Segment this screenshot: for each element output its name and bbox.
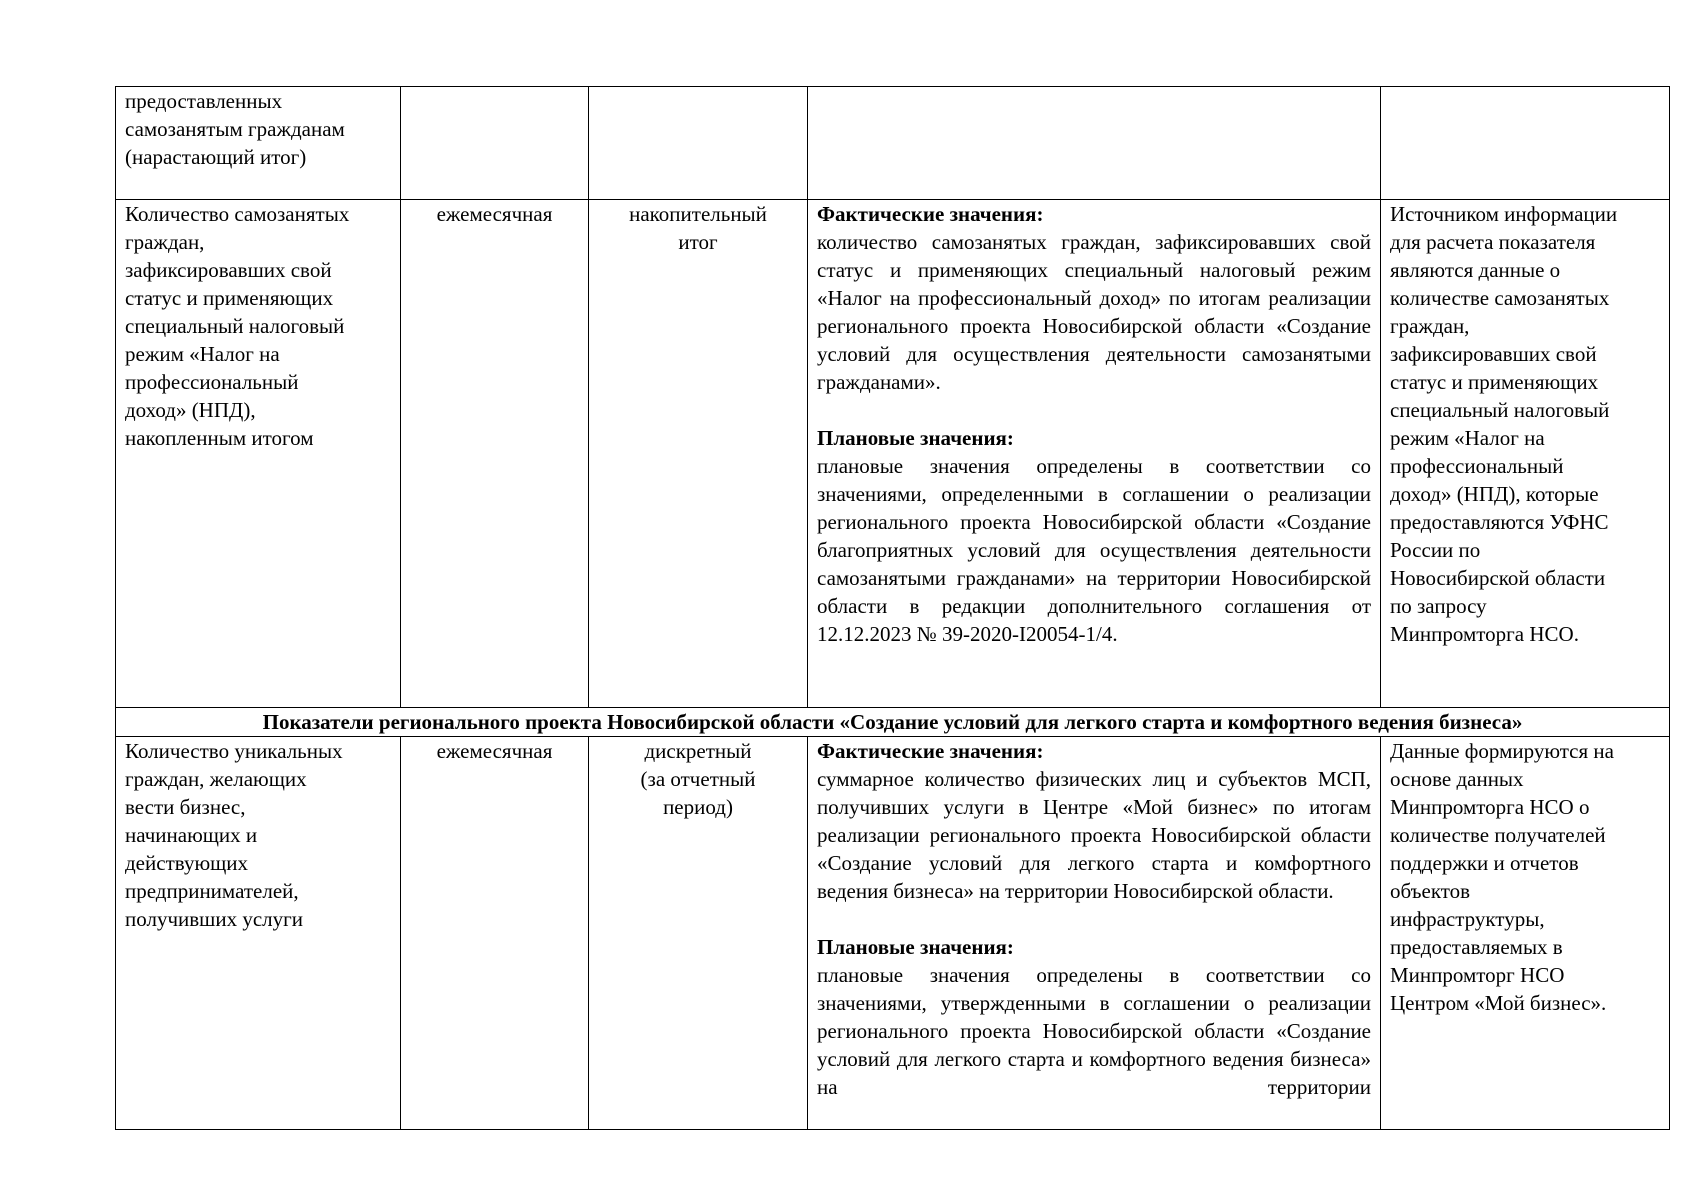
periodicity-text: ежемесячная [436, 739, 553, 763]
text-line: России по [1390, 538, 1481, 562]
text-line: граждан, [1390, 314, 1470, 338]
text-line: Центром «Мой бизнес». [1390, 991, 1607, 1015]
text-line: режим «Налог на [125, 342, 280, 366]
table-row [116, 87, 1670, 200]
text-line: Минпромторга НСО. [1390, 622, 1579, 646]
text-line: основе данных [1390, 767, 1524, 791]
text-line: действующих [125, 851, 249, 875]
text-line: являются данные о [1390, 258, 1561, 282]
indicators-table [115, 86, 1670, 1130]
text-line: получивших услуги [125, 907, 303, 931]
source-cell [1381, 737, 1670, 1130]
text-line: доход» (НПД), которые [1390, 482, 1599, 506]
spacer [817, 905, 1371, 933]
text-line: дискретный [644, 739, 752, 763]
text-line: инфраструктуры, [1390, 907, 1545, 931]
text-line: предоставляемых в [1390, 935, 1563, 959]
periodicity-cell [401, 737, 589, 1130]
value-type-cell [589, 87, 808, 200]
text-line: Новосибирской области [1390, 566, 1606, 590]
text-line: Минпромторг НСО [1390, 963, 1565, 987]
indicator-name-cell [116, 200, 401, 708]
text-line: Источником информации [1390, 202, 1618, 226]
text-line: итог [678, 230, 718, 254]
spacer [817, 396, 1371, 424]
source-cell [1381, 87, 1670, 200]
table-row [116, 200, 1670, 708]
periodicity-text: ежемесячная [436, 202, 553, 226]
text-line: начинающих и [125, 823, 258, 847]
text-line: Минпромторга НСО о [1390, 795, 1590, 819]
text-line: профессиональный [125, 370, 299, 394]
text-line: количестве самозанятых [1390, 286, 1610, 310]
method-cell [808, 737, 1381, 1130]
fact-values-title: Фактические значения: [817, 739, 1044, 763]
fact-values-text: количество самозанятых граждан, зафиксировавших свой статус и применяющих специальный налоговый режим «Налог на профессиональный доход» по итогам реализации регионального проекта Новосибирской области «Создание условий для осуществления деятельности самозанятыми гражданами». [817, 230, 1371, 394]
text-line: статус и применяющих [1390, 370, 1599, 394]
plan-values-title: Плановые значения: [817, 935, 1014, 959]
text-line: Данные формируются на [1390, 739, 1614, 763]
text-line: предоставленных [125, 89, 283, 113]
text-line: количестве получателей [1390, 823, 1606, 847]
text-line: профессиональный [1390, 454, 1564, 478]
value-type-cell [589, 200, 808, 708]
text-line: (за отчетный [640, 767, 756, 791]
text-line: граждан, желающих [125, 767, 307, 791]
text-line: предоставляются УФНС [1390, 510, 1609, 534]
text-line: режим «Налог на [1390, 426, 1545, 450]
text-line: накопленным итогом [125, 426, 314, 450]
text-line: предпринимателей, [125, 879, 299, 903]
text-line: по запросу [1390, 594, 1487, 618]
method-cell [808, 87, 1381, 200]
section-header-row [116, 708, 1670, 737]
text-line: специальный налоговый [1390, 398, 1610, 422]
text-line: зафиксировавших свой [1390, 342, 1597, 366]
indicator-name-cell [116, 87, 401, 200]
text-line: вести бизнес, [125, 795, 246, 819]
plan-values-text: плановые значения определены в соответствии со значениями, утвержденными в соглашении о реализации регионального проекта Новосибирской области «Создание условий для легкого старта и комфортного ведения бизнеса» на территории [817, 963, 1371, 1099]
text-line: накопительный [629, 202, 767, 226]
text-line: период) [663, 795, 733, 819]
fact-values-title: Фактические значения: [817, 202, 1044, 226]
text-line: доход» (НПД), [125, 398, 256, 422]
text-line: самозанятым гражданам [125, 117, 345, 141]
text-line: объектов [1390, 879, 1471, 903]
section-header-text: Показатели регионального проекта Новосибирской области «Создание условий для легкого старта и комфортного ведения бизнеса» [262, 710, 1523, 734]
text-line: Количество самозанятых [125, 202, 350, 226]
text-line: статус и применяющих [125, 286, 334, 310]
source-cell [1381, 200, 1670, 708]
plan-values-text: плановые значения определены в соответствии со значениями, определенными в соглашении о реализации регионального проекта Новосибирской области «Создание благоприятных условий для осуществления деятельности самозанятыми гражданами» на территории Новосибирской области в редакции дополнительного соглашения от 12.12.2023 № 39-2020-I20054-1/4. [817, 454, 1371, 646]
fact-values-text: суммарное количество физических лиц и субъектов МСП, получивших услуги в Центре «Мой бизнес» по итогам реализации регионального проекта Новосибирской области «Создание условий для легкого старта и комфортного ведения бизнеса» на территории Новосибирской области. [817, 767, 1371, 903]
indicator-name-cell [116, 737, 401, 1130]
table-row [116, 737, 1670, 1130]
text-line: для расчета показателя [1390, 230, 1596, 254]
method-cell [808, 200, 1381, 708]
value-type-cell [589, 737, 808, 1130]
periodicity-cell [401, 87, 589, 200]
section-header-cell [116, 708, 1670, 737]
text-line: граждан, [125, 230, 205, 254]
text-line: поддержки и отчетов [1390, 851, 1579, 875]
periodicity-cell [401, 200, 589, 708]
text-line: специальный налоговый [125, 314, 345, 338]
plan-values-title: Плановые значения: [817, 426, 1014, 450]
text-line: Количество уникальных [125, 739, 343, 763]
text-line: (нарастающий итог) [125, 145, 307, 169]
text-line: зафиксировавших свой [125, 258, 332, 282]
